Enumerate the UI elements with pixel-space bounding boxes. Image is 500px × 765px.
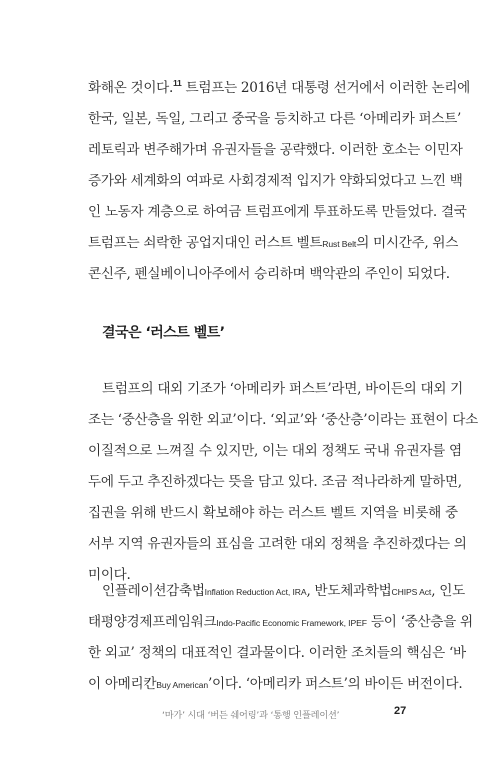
text-line: 집권을 위해 반드시 확보해야 하는 러스트 벨트 지역을 비롯해 중 xyxy=(88,505,458,521)
text-line: 인 노동자 계층으로 하여금 트럼프에게 투표하도록 만들었다. 결국 xyxy=(88,204,467,220)
text-line: 레토릭과 변주해가며 유권자들을 공략했다. 이러한 호소는 이민자 xyxy=(88,142,463,158)
english-gloss: Buy American xyxy=(156,680,209,690)
running-footer-title: ‘마가’ 시대 ‘버든 쉐어링’과 ‘통행 인플레이션’ xyxy=(162,710,340,721)
paragraph-3 xyxy=(88,576,473,700)
text-line: 미이다. xyxy=(88,567,131,583)
text-line: 두에 두고 추진하겠다는 뜻을 담고 있다. 조금 적나라하게 말하면, xyxy=(88,474,462,490)
text-line: 이질적으로 느껴질 수 있지만, 이는 대외 정책도 국내 유권자를 염 xyxy=(88,443,462,459)
text-line: 화해온 것이다.$^{11}$ 트럼프는 2016년 대통령 선거에서 이러한 논리에 xyxy=(88,78,471,96)
text-line: 트럼프는 쇠락한 공업지대인 러스트 벨트Rust Belt의 미시간주, 위스 xyxy=(88,235,459,251)
english-gloss: CHIPS Act xyxy=(391,587,432,597)
footnote-marker: 11 xyxy=(173,78,182,88)
page-number: 27 xyxy=(394,705,407,717)
text-line: 조는 ‘중산층을 위한 외교’이다. ‘외교’와 ‘중산층’이라는 표현이 다소 xyxy=(88,412,478,428)
text-line: 콘신주, 펜실베이니아주에서 승리하며 백악관의 주인이 되었다. xyxy=(88,266,450,282)
text-line: 태평양경제프레임워크Indo-Pacific Economic Framework, IPEF 등이 ‘중산층을 위 xyxy=(88,614,473,630)
text-line: 한 외교’ 정책의 대표적인 결과물이다. 이러한 조치들의 핵심은 ‘바 xyxy=(88,645,466,661)
section-heading: 결국은 ‘러스트 벨트’ xyxy=(102,325,225,341)
paragraph-1 xyxy=(88,73,471,290)
text-line: 이 아메리칸Buy American’이다. ‘아메리카 퍼스트’의 바이든 버전이다. xyxy=(88,676,463,692)
english-gloss: Inflation Reduction Act, IRA xyxy=(204,587,307,597)
text-line: 한국, 일본, 독일, 그리고 중국을 등치하고 다른 ‘아메리카 퍼스트’ xyxy=(88,111,462,127)
text-line: 서부 지역 유권자들의 표심을 고려한 대외 정책을 추진하겠다는 의 xyxy=(88,536,467,552)
english-gloss: Indo-Pacific Economic Framework, IPEF xyxy=(216,618,367,628)
text-line: 증가와 세계화의 여파로 사회경제적 입지가 약화되었다고 느낀 백 xyxy=(88,173,463,189)
english-gloss: Rust Belt xyxy=(322,239,357,249)
text-line: 트럼프의 대외 기조가 ‘아메리카 퍼스트’라면, 바이든의 대외 기 xyxy=(102,381,463,397)
text-line: 인플레이션감축법Inflation Reduction Act, IRA, 반도체과학법CHIPS Act, 인도 xyxy=(102,583,465,599)
